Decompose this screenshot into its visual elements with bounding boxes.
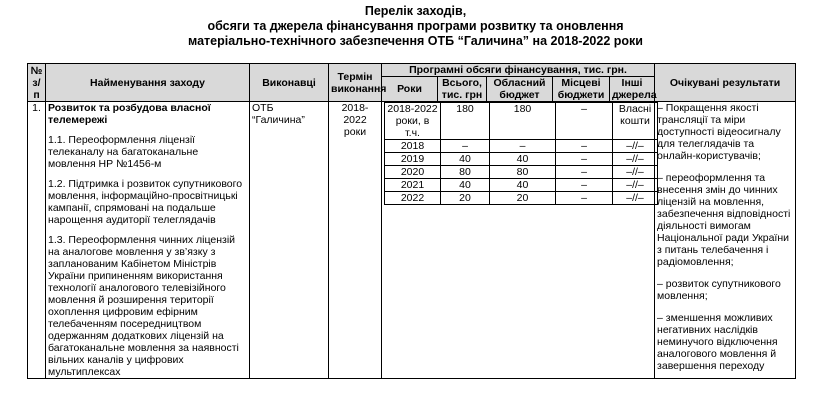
table-row xyxy=(28,102,796,379)
header-regional: Обласний бюджет xyxy=(487,77,553,102)
fin-local: – xyxy=(556,166,613,179)
fin-other: –//– xyxy=(613,166,658,179)
financing-row xyxy=(385,103,658,140)
fin-year: 2021 xyxy=(385,179,441,192)
header-term: Термін виконання xyxy=(329,64,382,102)
fin-total: 40 xyxy=(441,179,490,192)
fin-other: Власні кошти xyxy=(613,103,658,140)
fin-total: – xyxy=(441,140,490,153)
financing-row xyxy=(385,192,658,205)
fin-local: – xyxy=(556,179,613,192)
measures-table xyxy=(27,63,796,379)
fin-year: 2019 xyxy=(385,153,441,166)
fin-regional: 40 xyxy=(490,153,556,166)
fin-local: – xyxy=(556,140,613,153)
fin-other: –//– xyxy=(613,140,658,153)
header-name: Найменування заходу xyxy=(46,64,250,102)
financing-subtable xyxy=(384,102,658,205)
fin-regional: 20 xyxy=(490,192,556,205)
row-num: 1. xyxy=(28,102,46,379)
measure-item: 1.1. Переоформлення ліцензії телеканалу на багатоканальне мовлення НР №1456-м xyxy=(48,134,199,170)
result-item: – переоформлення та внесення змін до чинних ліцензій на мовлення, забезпечення відповідності діяльності вимогам Національної ради України з питань телебачення і радіомовлення; xyxy=(657,172,791,268)
fin-total: 80 xyxy=(441,166,490,179)
header-other: Інші джерела xyxy=(610,77,655,102)
executor-cell: ОТБ “Галичина” xyxy=(250,102,329,379)
fin-other: –//– xyxy=(613,192,658,205)
measure-item: 1.3. Переоформлення чинних ліцензій на аналогове мовлення у зв’язку з запланованим Кабінетом Міністрів України припиненням використання технології аналогового телевізійного мовлення й розширення території охоплення цифровим ефірним телебаченням посередництвом одержанням додаткових ліцензій на багатоканальне мовлення за наявності вільних каналів у цифрових мультиплексах xyxy=(48,234,239,378)
fin-regional: – xyxy=(490,140,556,153)
results-cell xyxy=(655,102,796,379)
financing-row xyxy=(385,179,658,192)
fin-total: 20 xyxy=(441,192,490,205)
title-line-2: обсяги та джерела фінансування програми розвитку та оновлення xyxy=(207,19,624,33)
fin-other: –//– xyxy=(613,179,658,192)
fin-local: – xyxy=(556,192,613,205)
term-cell: 2018-2022 роки xyxy=(329,102,382,379)
fin-local: – xyxy=(556,153,613,166)
fin-regional: 180 xyxy=(490,103,556,140)
header-years: Роки xyxy=(382,77,438,102)
fin-year: 2018 xyxy=(385,140,441,153)
header-num: № з/п xyxy=(28,64,46,102)
fin-total: 180 xyxy=(441,103,490,140)
fin-year: 2020 xyxy=(385,166,441,179)
header-financing-group: Програмні обсяги фінансування, тис. грн. xyxy=(382,64,655,77)
fin-year: 2022 xyxy=(385,192,441,205)
title-line-1: Перелік заходів, xyxy=(364,4,467,18)
financing-row xyxy=(385,166,658,179)
fin-other: –//– xyxy=(613,153,658,166)
result-item: – зменшення можливих негативних наслідків неминучого відключення аналогового мовлення й завершення переходу xyxy=(657,312,778,372)
measure-item: 1.2. Підтримка і розвиток супутникового мовлення, інформаційно-просвітницькі кампанії, спрямовані на подальше нарощення аудиторії телеглядачів xyxy=(48,178,243,226)
fin-year: 2018-2022 роки, в т.ч. xyxy=(385,103,441,140)
header-local: Місцеві бюджети xyxy=(553,77,610,102)
financing-row xyxy=(385,140,658,153)
fin-regional: 80 xyxy=(490,166,556,179)
title-line-3: матеріально-технічного забезпечення ОТБ “Галичина” на 2018-2022 роки xyxy=(188,34,643,48)
result-item: – розвиток супутникового мовлення; xyxy=(657,278,781,302)
header-total: Всього, тис. грн xyxy=(438,77,487,102)
fin-local: – xyxy=(556,103,613,140)
measure-cell xyxy=(46,102,250,379)
financing-cell xyxy=(382,102,655,379)
document-title xyxy=(0,4,831,49)
result-item: – Покращення якості трансляції та міри доступності відеосигналу для телеглядачів та онлайн-користувачів; xyxy=(657,102,781,162)
fin-total: 40 xyxy=(441,153,490,166)
fin-regional: 40 xyxy=(490,179,556,192)
financing-row xyxy=(385,153,658,166)
measure-title: Розвиток та розбудова власної телемережі xyxy=(48,102,211,126)
header-results: Очікувані результати xyxy=(655,64,796,102)
header-executor: Виконавці xyxy=(250,64,329,102)
